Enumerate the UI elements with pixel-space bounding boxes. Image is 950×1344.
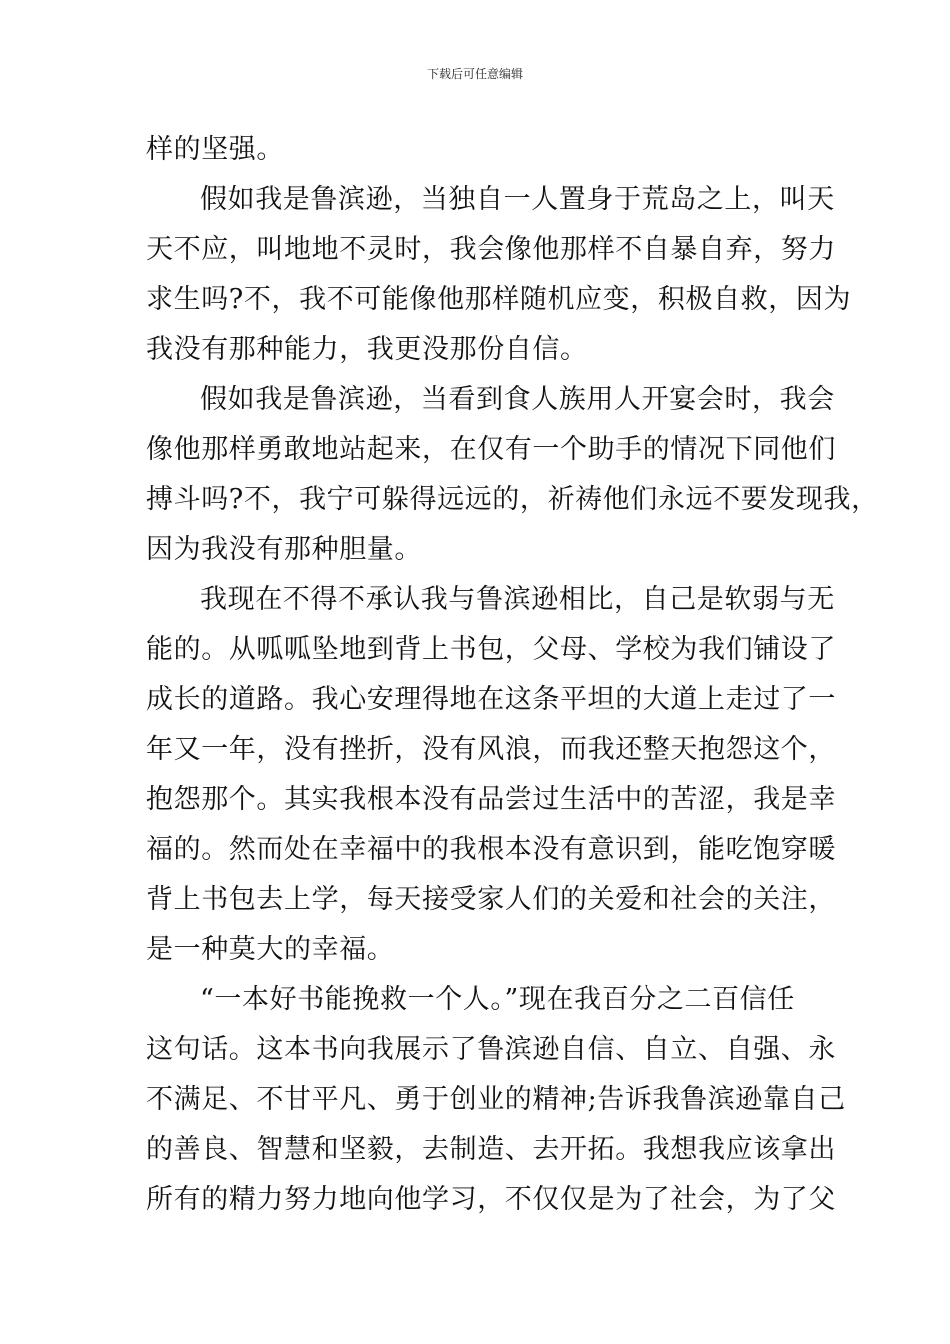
text-line: 像他那样勇敢地站起来，在仅有一个助手的情况下同他们	[146, 434, 836, 465]
text-line: 抱怨那个。其实我根本没有品尝过生活中的苦涩，我是幸	[146, 784, 836, 815]
text-line: 假如我是鲁滨逊，当看到食人族用人开宴会时，我会	[200, 384, 835, 415]
text-line: 因为我没有那种胆量。	[146, 534, 422, 565]
text-line: 这句话。这本书向我展示了鲁滨逊自信、自立、自强、永	[146, 1034, 836, 1065]
page-header: 下载后可任意编辑	[426, 67, 523, 81]
text-line: 背上书包去上学，每天接受家人们的关爱和社会的关注，	[146, 884, 836, 915]
text-line: 的善良、智慧和坚毅，去制造、去开拓。我想我应该拿出	[146, 1134, 836, 1165]
text-line: 福的。然而处在幸福中的我根本没有意识到，能吃饱穿暖	[146, 834, 836, 865]
paragraph	[146, 125, 836, 175]
text-line: 不满足、不甘平凡、勇于创业的精神;告诉我鲁滨逊靠自己	[146, 1084, 846, 1115]
text-line: 我没有那种能力，我更没那份自信。	[146, 334, 588, 365]
text-line: “一本好书能挽救一个人。”现在我百分之二百信任	[200, 984, 795, 1015]
text-line: 所有的精力努力地向他学习，不仅仅是为了社会，为了父	[146, 1184, 836, 1215]
text-line: 搏斗吗?不，我宁可躲得远远的，祈祷他们永远不要发现我，	[146, 484, 879, 515]
paragraph	[146, 175, 852, 375]
text-line: 是一种莫大的幸福。	[146, 934, 395, 965]
text-line: 天不应，叫地地不灵时，我会像他那样不自暴自弃，努力	[146, 234, 836, 265]
paragraph	[146, 375, 879, 575]
text-line: 我现在不得不承认我与鲁滨逊相比，自己是软弱与无	[200, 584, 835, 615]
paragraph	[146, 975, 846, 1225]
text-line: 能的。从呱呱坠地到背上书包，父母、学校为我们铺设了	[146, 634, 836, 665]
text-line: 年又一年，没有挫折，没有风浪，而我还整天抱怨这个，	[146, 734, 836, 765]
text-line: 样的坚强。	[146, 134, 284, 165]
paragraph	[146, 575, 836, 975]
text-line: 成长的道路。我心安理得地在这条平坦的大道上走过了一	[146, 684, 836, 715]
text-line: 假如我是鲁滨逊，当独自一人置身于荒岛之上，叫天	[200, 184, 835, 215]
text-line: 求生吗?不，我不可能像他那样随机应变，积极自救，因为	[146, 284, 852, 315]
body-text	[146, 125, 879, 1225]
